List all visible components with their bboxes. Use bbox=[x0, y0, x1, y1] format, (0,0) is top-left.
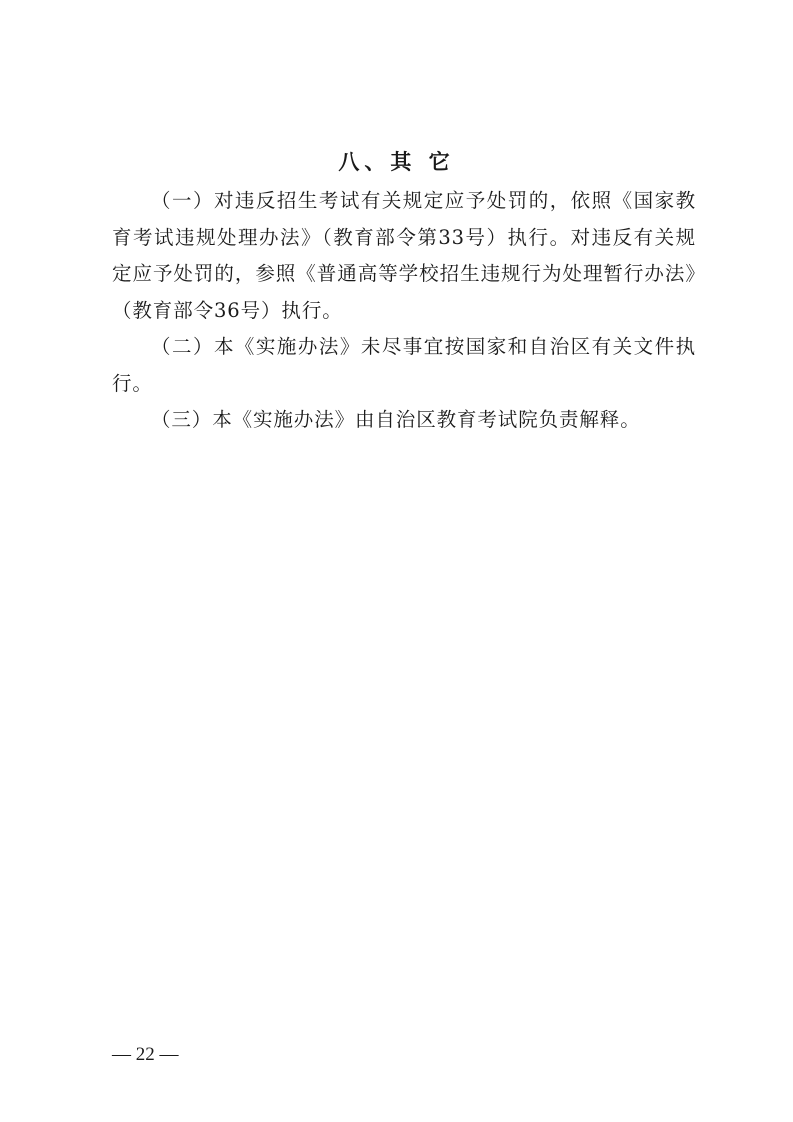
paragraph-2: （二）本《实施办法》未尽事宜按国家和自治区有关文件执行。 bbox=[112, 335, 696, 395]
paragraph-3: （三）本《实施办法》由自治区教育考试院负责解释。 bbox=[151, 408, 641, 431]
page-number: — 22 — bbox=[112, 1044, 179, 1065]
paragraph-1: （一）对违反招生考试有关规定应予处罚的，依照《国家教育考试违规处理办法》（教育部令第33号）执行。对违反有关规定应予处罚的，参照《普通高等学校招生违规行为处理暂行办法》（教育部令36号）执行。 bbox=[112, 189, 696, 322]
body-text bbox=[112, 183, 696, 439]
section-title: 八、其 它 bbox=[338, 150, 455, 174]
